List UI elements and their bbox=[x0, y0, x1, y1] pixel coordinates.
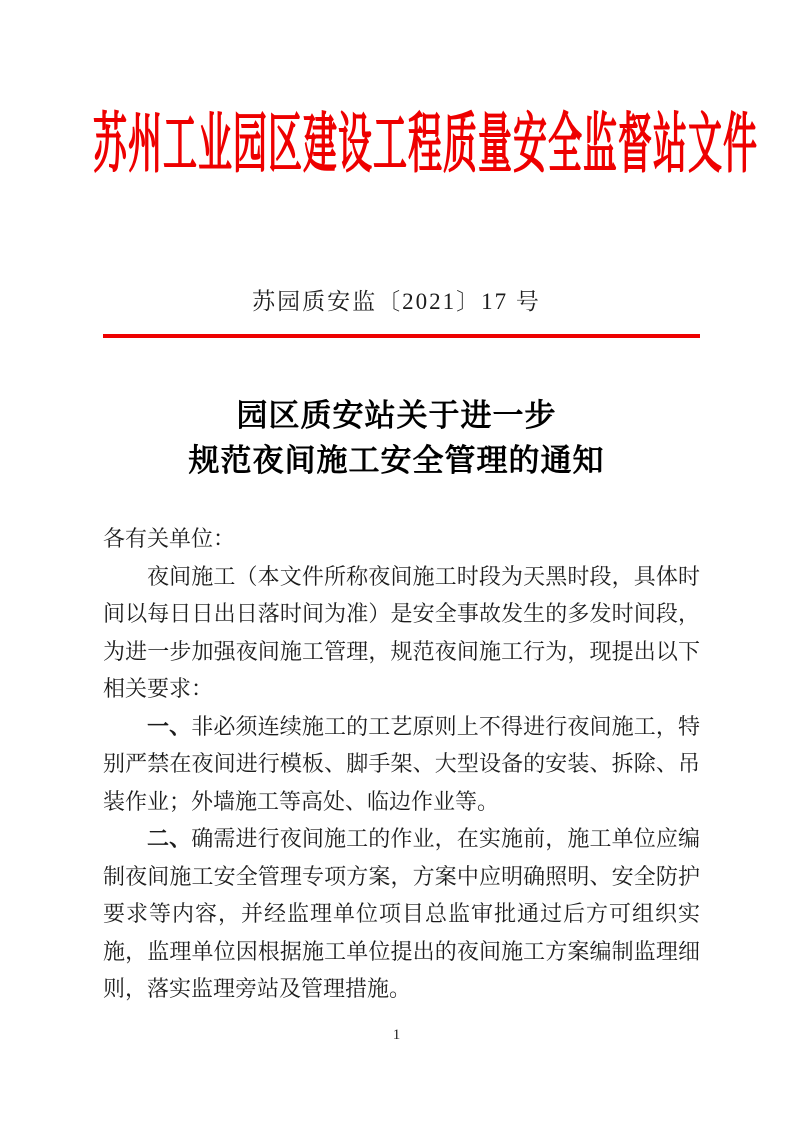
body-paragraph bbox=[103, 558, 700, 708]
body-paragraphs bbox=[103, 558, 700, 1008]
body-paragraph bbox=[103, 820, 700, 1008]
body-paragraph bbox=[103, 708, 700, 821]
page-number: 1 bbox=[392, 1027, 401, 1043]
document-body bbox=[103, 520, 700, 1008]
document-title-line2: 规范夜间施工安全管理的通知 bbox=[188, 443, 605, 478]
paragraph-text: 确需进行夜间施工的作业，在实施前，施工单位应编制夜间施工安全管理专项方案，方案中应明确照明、安全防护要求等内容，并经监理单位项目总监审批通过后方可组织实施，监理单位因根据施工单位提出的夜间施工方案编制监理细则，落实监理旁站及管理措施。 bbox=[103, 826, 700, 1001]
red-divider-line bbox=[103, 334, 700, 338]
paragraph-text: 夜间施工（本文件所称夜间施工时段为天黑时段，具体时间以每日日出日落时间为准）是安全事故发生的多发时间段，为进一步加强夜间施工管理，规范夜间施工行为，现提出以下相关要求： bbox=[103, 563, 700, 701]
paragraph-enumerator: 一、 bbox=[147, 713, 192, 739]
salutation: 各有关单位： bbox=[103, 526, 236, 551]
doc-reference-number: 苏园质安监〔2021〕17 号 bbox=[252, 289, 541, 314]
document-title bbox=[0, 393, 793, 483]
paragraph-enumerator: 二、 bbox=[147, 826, 192, 851]
document-title-line1: 园区质安站关于进一步 bbox=[236, 398, 557, 433]
letterhead-org-title: 苏州工业园区建设工程质量安全监督站文件 bbox=[93, 110, 758, 182]
paragraph-text: 非必须连续施工的工艺原则上不得进行夜间施工，特别严禁在夜间进行模板、脚手架、大型设备的安装、拆除、吊装作业；外墙施工等高处、临边作业等。 bbox=[103, 713, 700, 814]
